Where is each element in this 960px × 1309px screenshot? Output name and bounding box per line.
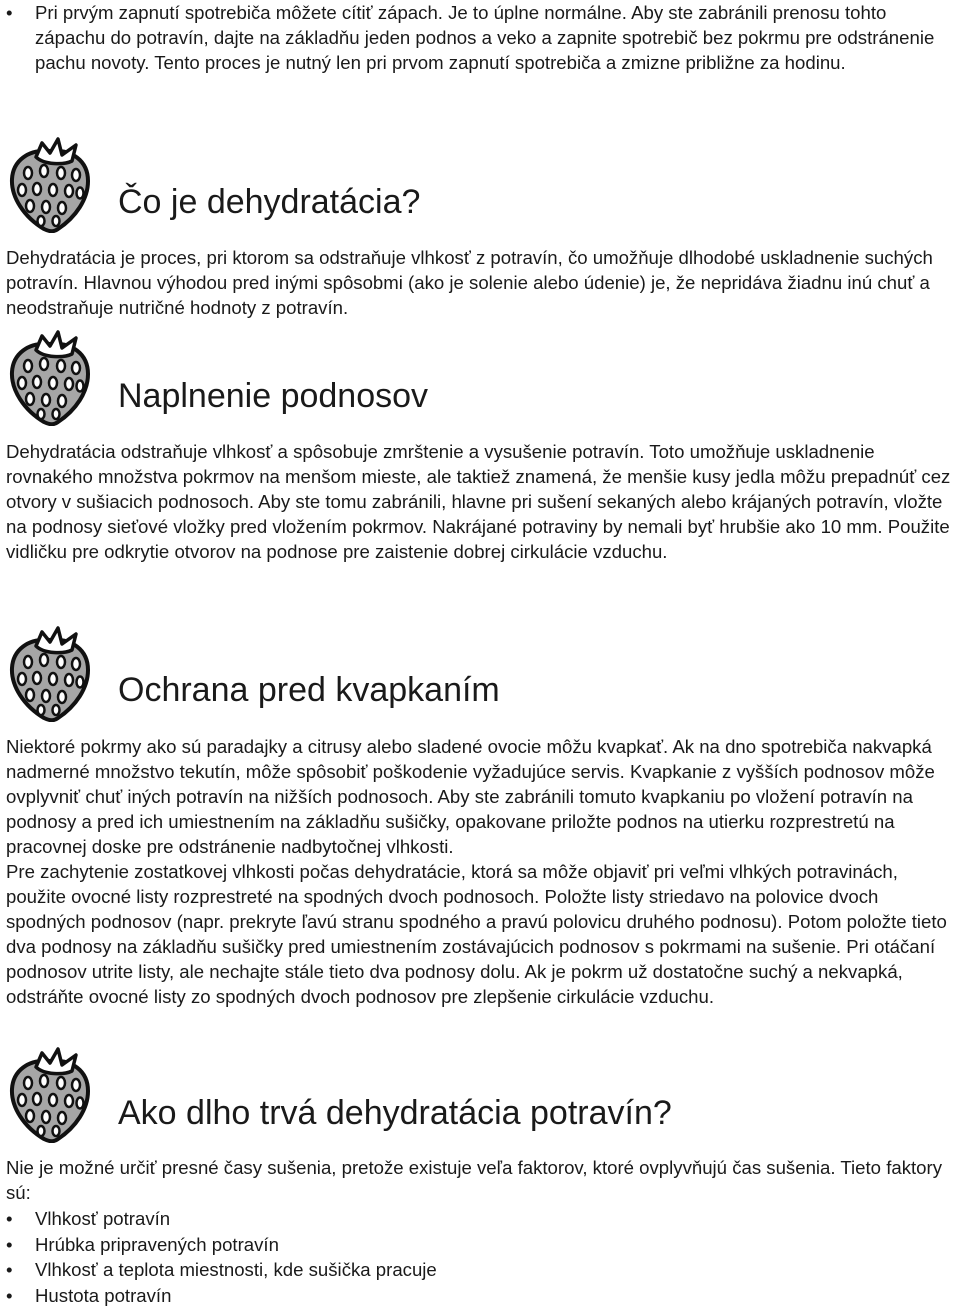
- section-heading: Ochrana pred kvapkaním: [118, 671, 500, 709]
- list-item: • Hrúbka pripravených potravín: [6, 1232, 437, 1258]
- strawberry-icon: [8, 328, 92, 426]
- section-paragraph: Nie je možné určiť presné časy sušenia, pretože existuje veľa faktorov, ktoré ovplyvňujú čas sušenia. Tieto faktory sú:: [6, 1157, 942, 1203]
- bullet-marker: •: [6, 1233, 13, 1255]
- section-heading: Čo je dehydratácia?: [118, 183, 421, 221]
- list-item: • Vlhkosť a teplota miestnosti, kde sušička pracuje: [6, 1257, 437, 1283]
- section-paragraph: Dehydratácia je proces, pri ktorom sa odstraňuje vlhkosť z potravín, čo umožňuje dlhodobé uskladnenie suchých potravín. Hlavnou výhodou pred inými spôsobmi (ako je solenie alebo údenie) je, že nepridáva žiadnu inú chuť a neodstraňuje nutričné hodnoty z potravín.: [6, 247, 933, 318]
- bullet-marker: •: [6, 1284, 13, 1306]
- list-item: • Hustota potravín: [6, 1283, 437, 1309]
- list-item: • Vlhkosť potravín: [6, 1206, 437, 1232]
- strawberry-icon: [8, 1045, 92, 1143]
- section-paragraph: Pre zachytenie zostatkovej vlhkosti počas dehydratácie, ktorá sa môže objaviť pri veľmi vlhkých potravinách, použite ovocné listy rozprestreté na spodných dvoch podnosoch. Položte listy striedavo na polovice dvoch spodných podnosov (napr. prekryte ľavú stranu spodného a pravú polovicu druhého podnosu). Potom položte tieto dva podnosy na základňu sušičky pred umiestnením zostávajúcich podnosov s pokrmami na sušenie. Pri otáčaní podnosov utrite listy, ale nechajte stále tieto dva podnosy dolu. Ak je pokrm už dostatočne suchý a nekvapká, odstráňte ovocné listy zo spodných dvoch podnosov pre zlepšenie cirkulácie vzduchu.: [6, 861, 947, 1007]
- strawberry-icon: [8, 135, 92, 233]
- section-heading: Ako dlho trvá dehydratácia potravín?: [118, 1094, 672, 1132]
- section-paragraph: Niektoré pokrmy ako sú paradajky a citrusy alebo sladené ovocie môžu kvapkať. Ak na dno spotrebiča nakvapká nadmerné množstvo tekutín, môže spôsobiť poškodenie vyžadujúce servis. Kvapkanie z vyšších podnosov môže ovplyvniť chuť iných potravín na nižších podnosoch. Aby ste zabránili tomuto kvapkaniu po vložení potravín na podnosy a pred ich umiestnením na základňu sušičky, opakovane priložte podnos na utierku rozprestretú na pracovnej doske pre odstránenie nadbytočnej vlhkosti.: [6, 736, 935, 857]
- bullet-marker: •: [6, 2, 13, 23]
- intro-bullet-item: [6, 0, 955, 75]
- bullet-marker: •: [6, 1208, 13, 1229]
- factors-list: [6, 1206, 437, 1308]
- section-heading: Naplnenie podnosov: [118, 377, 429, 415]
- section-paragraph: Dehydratácia odstraňuje vlhkosť a spôsobuje zmrštenie a vysušenie potravín. Toto umožňuje uskladnenie rovnakého množstva pokrmov na menšom mieste, ale taktiež znamená, že menšie kusy jedla môžu prepadnúť cez otvory v sušiacich podnosoch. Aby ste tomu zabránili, hlavne pri sušení sekaných alebo krájaných potravín, vložte na podnosy sieťové vložky pred vložením pokrmov. Nakrájané potraviny by nemali byť hrubšie ako 10 mm. Použite vidličku pre odkrytie otvorov na podnose pre zaistenie dobrej cirkulácie vzduchu.: [6, 441, 951, 562]
- intro-text: Pri prvým zapnutí spotrebiča môžete cítiť zápach. Je to úplne normálne. Aby ste zabránili prenosu tohto zápachu do potravín, dajte na základňu jeden podnos a veko a zapnite spotrebič bez pokrmu pre odstránenie pachu novoty. Tento proces je nutný len pri prvom zapnutí spotrebiča a zmizne približne za hodinu.: [35, 2, 935, 73]
- bullet-marker: •: [6, 1259, 13, 1280]
- strawberry-icon: [8, 624, 92, 722]
